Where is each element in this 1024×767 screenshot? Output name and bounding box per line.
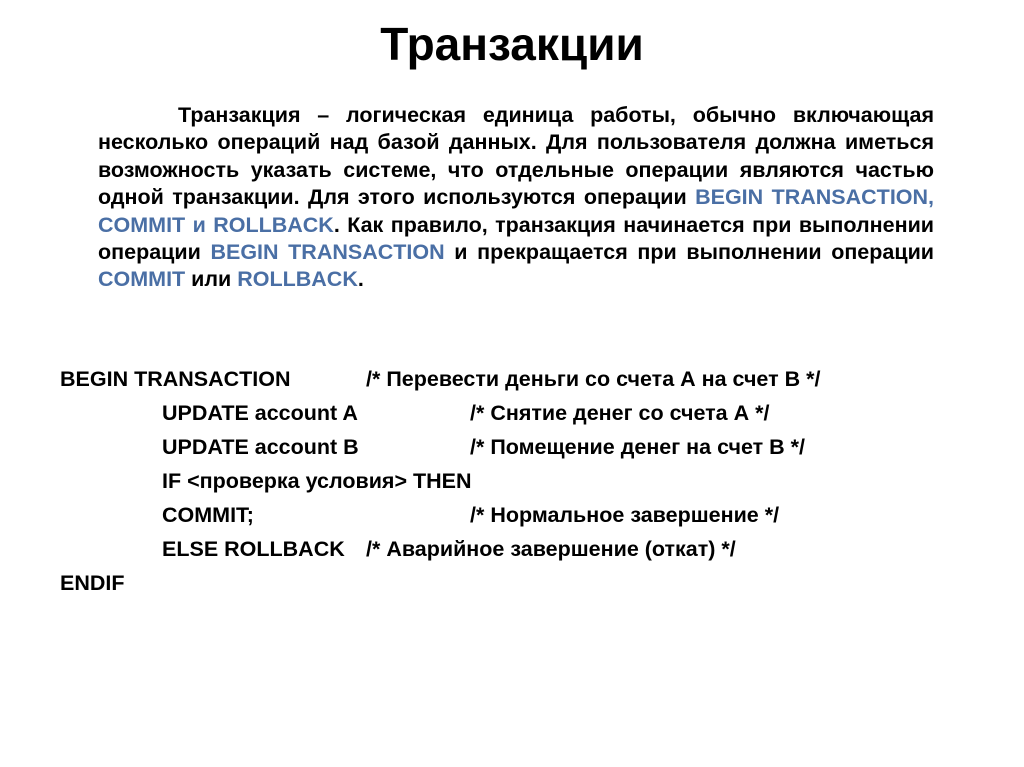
code-statement: IF <проверка условия> THEN xyxy=(162,469,472,493)
highlight-operations: BEGIN TRANSACTION, COMMIT и ROLLBACK xyxy=(98,185,935,237)
code-statement: COMMIT; xyxy=(162,503,254,527)
highlight-rollback: ROLLBACK xyxy=(237,267,358,292)
code-statement: UPDATE account A xyxy=(162,401,358,425)
code-comment: /* Нормальное завершение */ xyxy=(470,503,780,527)
highlight-begin-transaction: BEGIN TRANSACTION xyxy=(210,240,445,265)
code-statement: ENDIF xyxy=(60,571,125,595)
slide-title: Транзакции xyxy=(380,18,644,70)
paragraph-text: или xyxy=(185,267,238,292)
code-comment: /* Помещение денег на счет В */ xyxy=(470,435,806,459)
highlight-commit: COMMIT xyxy=(98,267,186,292)
code-comment: /* Аварийное завершение (откат) */ xyxy=(366,537,736,561)
code-comment: /* Снятие денег со счета А */ xyxy=(470,401,770,425)
code-statement: BEGIN TRANSACTION xyxy=(60,367,291,391)
code-statement: ELSE ROLLBACK xyxy=(162,537,345,561)
paragraph-text: . Как правило, транзакция начинается при выполнении операции xyxy=(98,212,935,265)
paragraph-text: Транзакция – логическая единица работы, обычно включающая несколько операций над базой данных. Для пользователя должна иметься возможность указать системе, что отдельные операции являются частью одной транзакции. Для этого используются операции xyxy=(98,103,934,210)
definition-paragraph xyxy=(98,102,934,294)
code-comment: /* Перевести деньги со счета А на счет В */ xyxy=(366,367,821,391)
paragraph-text: . xyxy=(357,267,364,292)
paragraph-text: и прекращается при выполнении операции xyxy=(444,240,935,265)
code-statement: UPDATE account B xyxy=(162,435,359,459)
